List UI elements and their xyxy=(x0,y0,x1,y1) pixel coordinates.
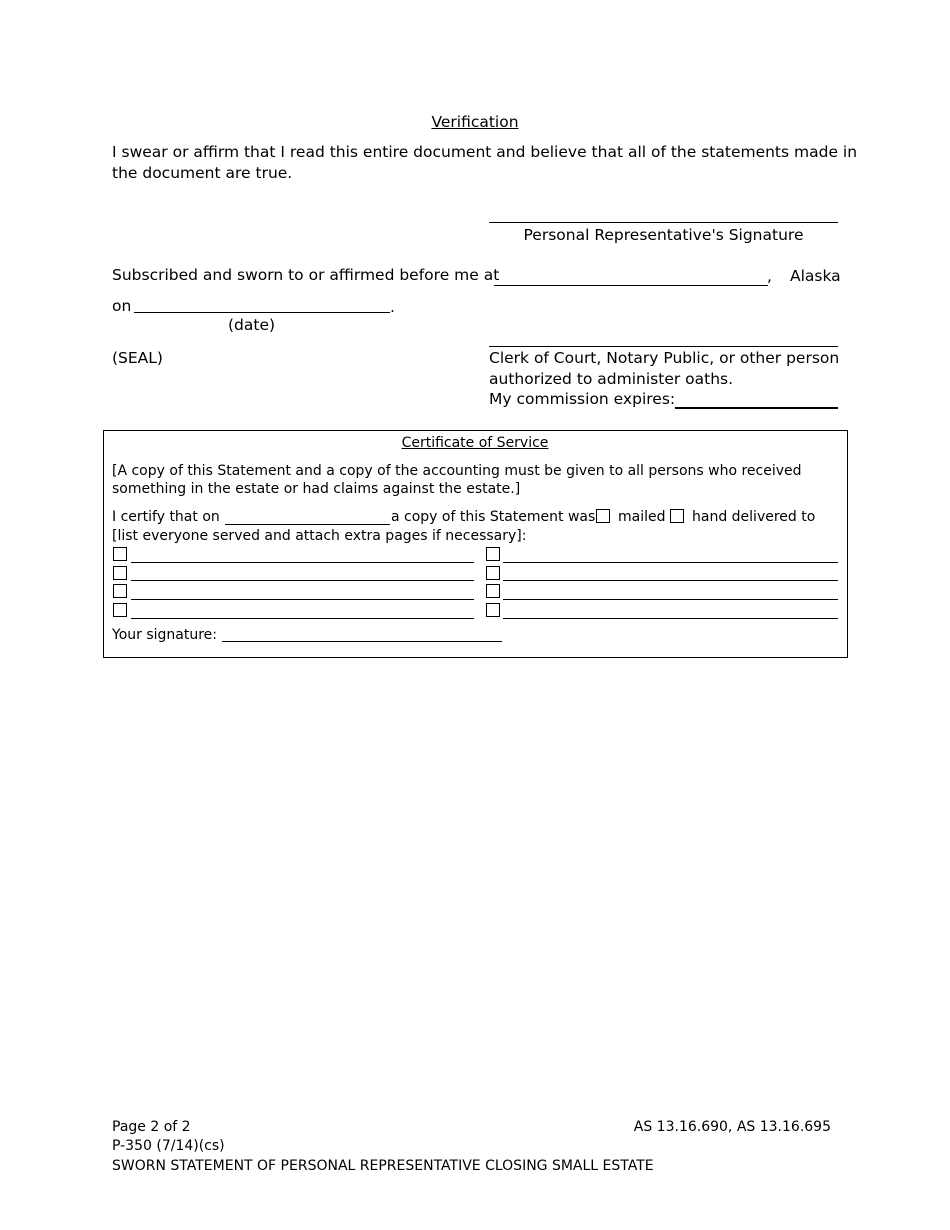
commission-date-line[interactable] xyxy=(675,407,838,409)
service-date-line[interactable] xyxy=(225,524,390,525)
served-person-line[interactable] xyxy=(131,580,474,581)
on-label: on xyxy=(112,297,132,315)
oath-text-line1: I swear or affirm that I read this entire document and believe that all of the statements made in xyxy=(112,143,858,161)
commission-label: My commission expires: xyxy=(489,390,676,408)
mailed-label: mailed xyxy=(618,509,666,525)
served-person-checkbox[interactable] xyxy=(486,547,500,561)
clerk-text-line2: authorized to administer oaths. xyxy=(489,370,734,388)
certificate-title: Certificate of Service xyxy=(401,435,549,451)
served-person-line[interactable] xyxy=(131,599,474,600)
period: . xyxy=(390,298,395,316)
copy-text: a copy of this Statement was xyxy=(391,509,596,525)
served-person-line[interactable] xyxy=(503,618,838,619)
served-person-checkbox[interactable] xyxy=(113,566,127,580)
date-label: (date) xyxy=(228,316,276,334)
served-person-checkbox[interactable] xyxy=(486,603,500,617)
your-signature-line[interactable] xyxy=(222,641,502,642)
form-title: SWORN STATEMENT OF PERSONAL REPRESENTATIVE CLOSING SMALL ESTATE xyxy=(112,1158,654,1174)
served-person-line[interactable] xyxy=(503,580,838,581)
served-person-checkbox[interactable] xyxy=(113,584,127,598)
served-person-line[interactable] xyxy=(131,562,474,563)
list-instruction: [list everyone served and attach extra pages if necessary]: xyxy=(112,528,527,544)
mailed-checkbox[interactable] xyxy=(596,509,610,523)
statute-reference: AS 13.16.690, AS 13.16.695 xyxy=(633,1119,831,1135)
location-field-line[interactable] xyxy=(494,285,768,286)
seal-label: (SEAL) xyxy=(112,349,163,367)
served-person-checkbox[interactable] xyxy=(486,584,500,598)
verification-title: Verification xyxy=(431,113,519,131)
hand-delivered-label: hand delivered to xyxy=(692,509,816,525)
served-person-checkbox[interactable] xyxy=(486,566,500,580)
served-person-line[interactable] xyxy=(503,562,838,563)
comma: , xyxy=(767,267,772,285)
clerk-text-line1: Clerk of Court, Notary Public, or other person xyxy=(489,349,840,367)
served-person-line[interactable] xyxy=(131,618,474,619)
hand-delivered-checkbox[interactable] xyxy=(670,509,684,523)
state-label: Alaska xyxy=(790,267,841,285)
served-person-checkbox[interactable] xyxy=(113,603,127,617)
oath-text-line2: the document are true. xyxy=(112,164,293,182)
signature-label: Personal Representative's Signature xyxy=(523,226,804,244)
personal-representative-signature-line[interactable] xyxy=(489,222,838,223)
served-person-checkbox[interactable] xyxy=(113,547,127,561)
certify-text: I certify that on xyxy=(112,509,220,525)
served-person-line[interactable] xyxy=(503,599,838,600)
clerk-signature-line[interactable] xyxy=(489,346,838,347)
page-number: Page 2 of 2 xyxy=(112,1119,191,1135)
subscribed-text: Subscribed and sworn to or affirmed before me at xyxy=(112,266,500,284)
date-field-line[interactable] xyxy=(134,312,390,313)
your-signature-label: Your signature: xyxy=(112,627,217,643)
form-number: P-350 (7/14)(cs) xyxy=(112,1138,225,1154)
certificate-note-line1: [A copy of this Statement and a copy of the accounting must be given to all persons who received xyxy=(112,463,802,479)
certificate-note-line2: something in the estate or had claims against the estate.] xyxy=(112,481,521,497)
